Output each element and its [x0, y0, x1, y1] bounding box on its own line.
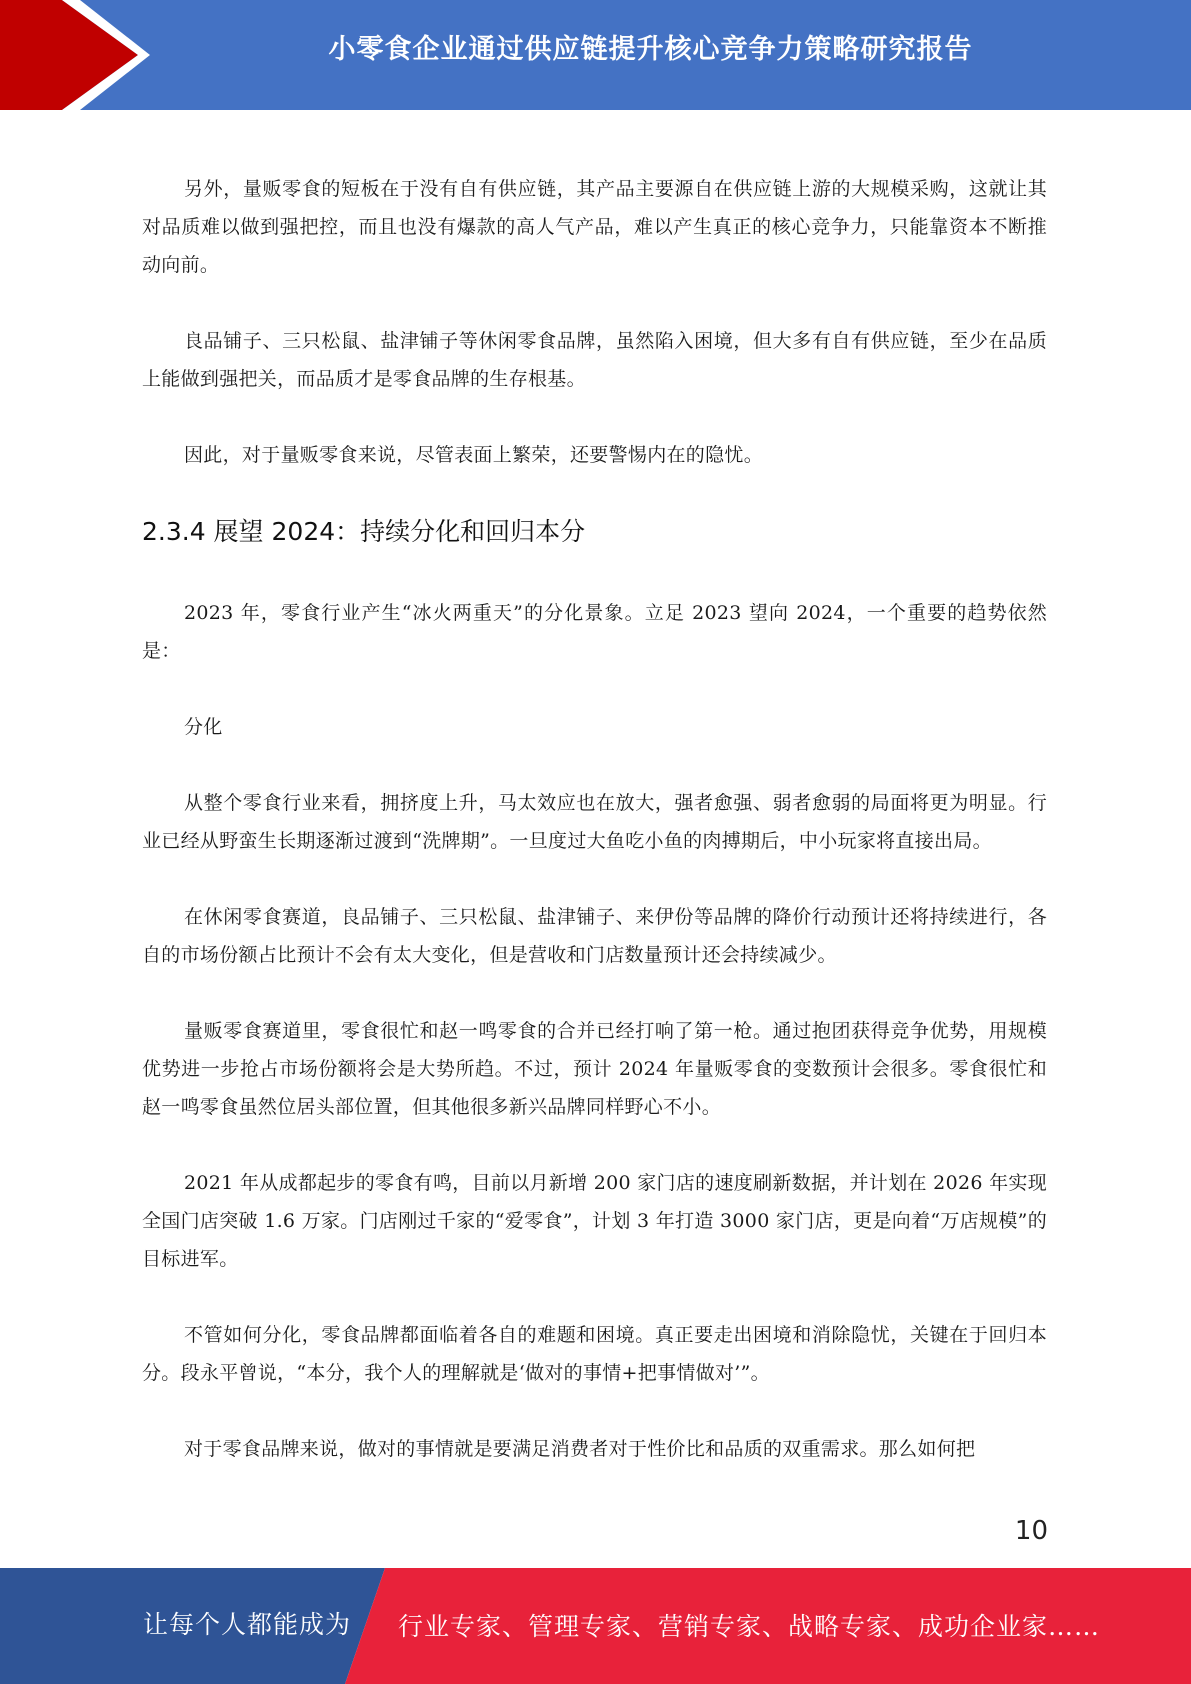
footer-slogan-right: 行业专家、管理专家、营销专家、战略专家、成功企业家…… [398, 1612, 1101, 1641]
paragraph-industry-overview: 从整个零食行业来看，拥挤度上升，马太效应也在放大，强者愈强、弱者愈弱的局面将更为明显。行业已经从野蛮生长期逐渐过渡到“洗牌期”。一旦度过大鱼吃小鱼的肉搏期后，中小玩家将直接出局。 [142, 792, 1047, 852]
paragraph-leisure-track: 在休闲零食赛道，良品铺子、三只松鼠、盐津铺子、来伊份等品牌的降价行动预计还将持续进行，各自的市场份额占比预计不会有太大变化，但是营收和门店数量预计还会持续减少。 [142, 906, 1047, 966]
paragraph-bulk-track: 量贩零食赛道里，零食很忙和赵一鸣零食的合并已经打响了第一枪。通过抱团获得竞争优势，用规模优势进一步抢占市场份额将会是大势所趋。不过，预计 2024 年量贩零食的变数预计会很多。零食很忙和赵一鸣零食虽然位居头部位置，但其他很多新兴品牌同样野心不小。 [142, 1020, 1047, 1118]
paragraph-leisure-brands: 良品铺子、三只松鼠、盐津铺子等休闲零食品牌，虽然陷入困境，但大多有自有供应链，至少在品质上能做到强把关，而品质才是零食品牌的生存根基。 [142, 330, 1047, 390]
footer-slogan-left: 让每个人都能成为 [143, 1610, 352, 1639]
paragraph-hidden-worries: 因此，对于量贩零食来说，尽管表面上繁荣，还要警惕内在的隐忧。 [184, 444, 764, 466]
paragraph-return-to-basics: 不管如何分化，零食品牌都面临着各自的难题和困境。真正要走出困境和消除隐忧，关键在于回归本分。段永平曾说，“本分，我个人的理解就是‘做对的事情+把事情做对’”。 [142, 1324, 1047, 1384]
page-footer [0, 1568, 1191, 1684]
paragraph-new-brands: 2021 年从成都起步的零食有鸣，目前以月新增 200 家门店的速度刷新数据，并计划在 2026 年实现全国门店突破 1.6 万家。门店刚过千家的“爱零食”，计划 3 年打造 3000 家门店，更是向着“万店规模”的目标进军。 [142, 1172, 1047, 1270]
paragraph-doing-right-thing: 对于零食品牌来说，做对的事情就是要满足消费者对于性价比和品质的双重需求。那么如何把 [184, 1438, 976, 1460]
page-header [0, 0, 1191, 110]
header-chevron-icon [0, 0, 160, 110]
paragraph-supply-chain-weakness: 另外，量贩零食的短板在于没有自有供应链，其产品主要源自在供应链上游的大规模采购，这就让其对品质难以做到强把控，而且也没有爆款的高人气产品，难以产生真正的核心竞争力，只能靠资本不断推动向前。 [142, 178, 1047, 276]
report-title: 小零食企业通过供应链提升核心竞争力策略研究报告 [328, 34, 973, 65]
paragraph-fenhua-label: 分化 [184, 716, 223, 738]
section-heading: 2.3.4 展望 2024：持续分化和回归本分 [142, 517, 586, 546]
paragraph-2023-trend: 2023 年，零食行业产生“冰火两重天”的分化景象。立足 2023 望向 2024，一个重要的趋势依然是： [142, 602, 1047, 662]
page-body [142, 170, 1047, 1506]
page-number: 10 [1014, 1516, 1048, 1546]
